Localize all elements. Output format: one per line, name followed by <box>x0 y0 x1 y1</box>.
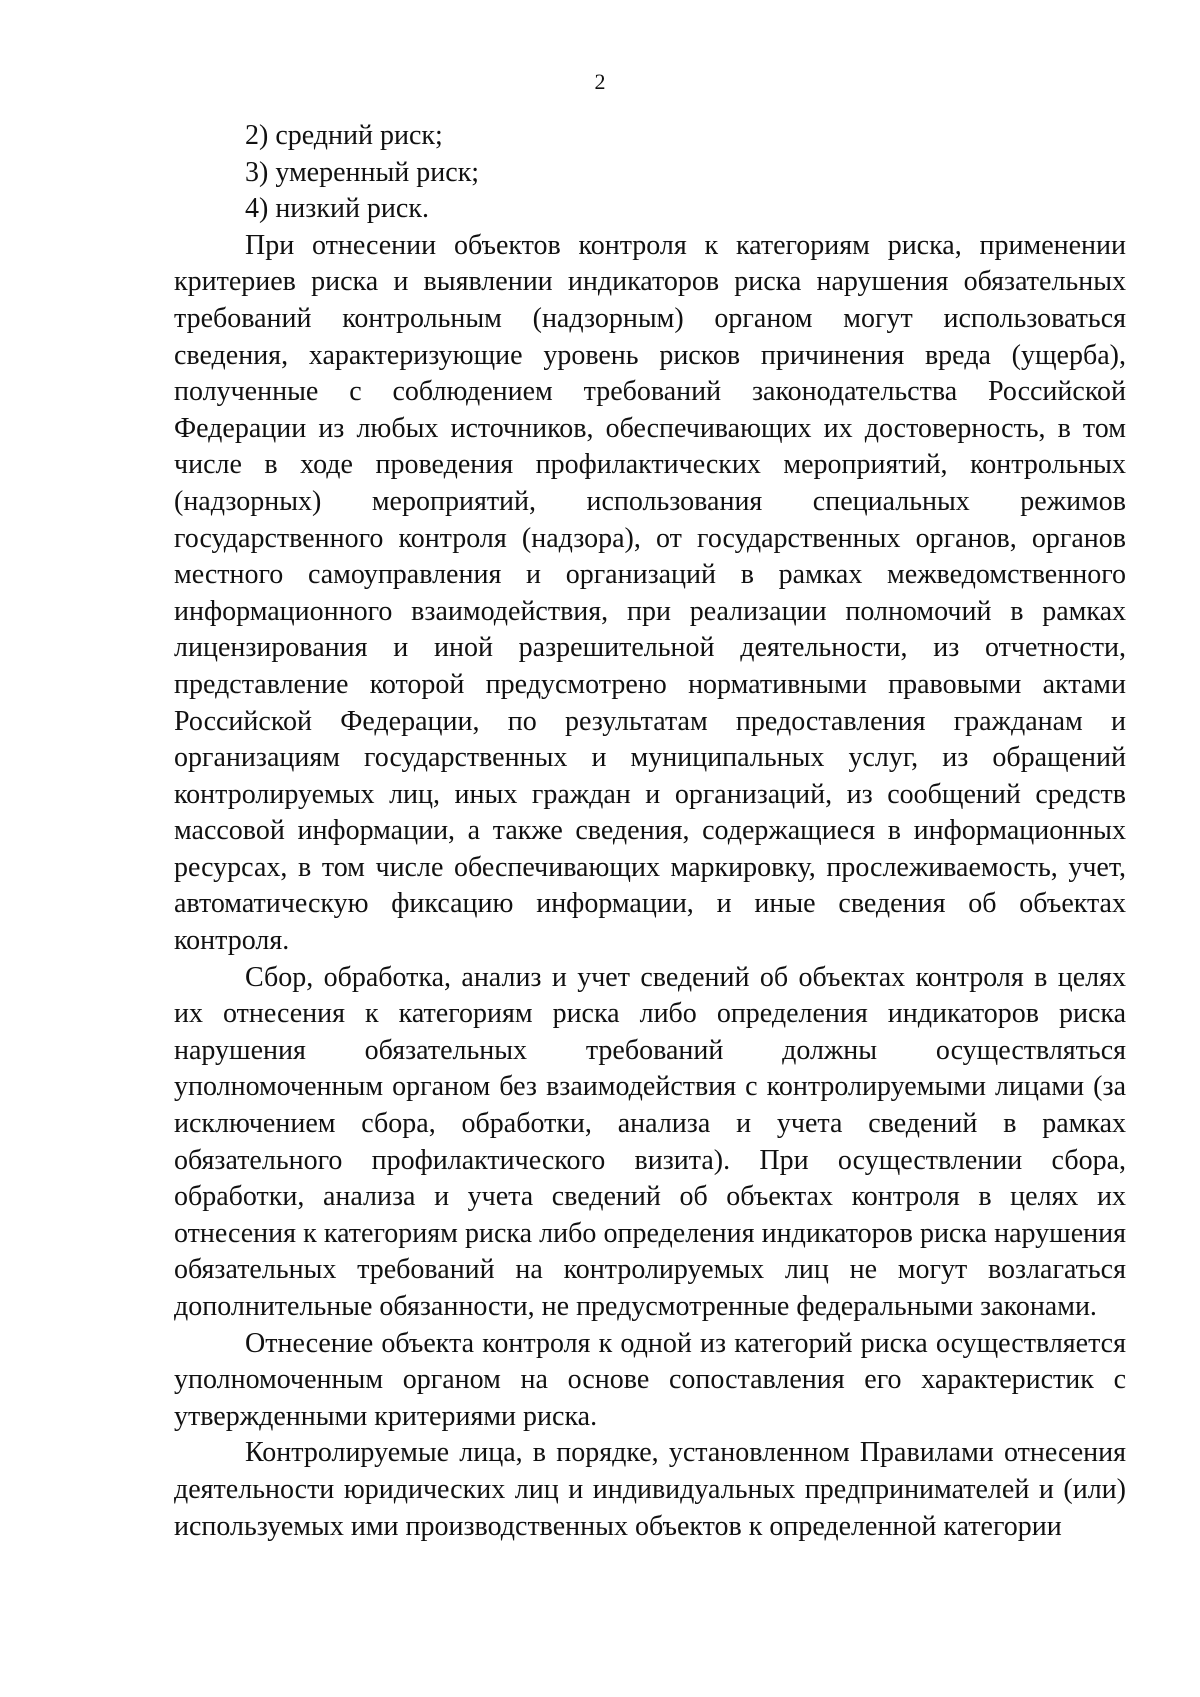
paragraph-risk-information-sources: При отнесении объектов контроля к категориям риска, применении критериев риска и выявлении индикаторов риска нарушения обязательных требований контрольным (надзорным) органом могут использоваться сведения, характеризующие уровень рисков причинения вреда (ущерба), полученные с соблюдением требований законодательства Российской Федерации из любых источников, обеспечивающих их достоверность, в том числе в ходе проведения профилактических мероприятий, контрольных (надзорных) мероприятий, использования специальных режимов государственного контроля (надзора), от государственных органов, органов местного самоуправления и организаций в рамках межведомственного информационного взаимодействия, при реализации полномочий в рамках лицензирования и иной разрешительной деятельности, из отчетности, представление которой предусмотрено нормативными правовыми актами Российской Федерации, по результатам предоставления гражданам и организациям государственных и муниципальных услуг, из обращений контролируемых лиц, иных граждан и организаций, из сообщений средств массовой информации, а также сведения, содержащиеся в информационных ресурсах, в том числе обеспечивающих маркировку, прослеживаемость, учет, автоматическую фиксацию информации, и иные сведения об объектах контроля. <box>174 229 1126 957</box>
list-item-low-risk: 4) низкий риск. <box>245 193 429 225</box>
paragraph-data-collection: Сбор, обработка, анализ и учет сведений об объектах контроля в целях их отнесения к категориям риска либо определения индикаторов риска нарушения обязательных требований должны осуществляться уполномоченным органом без взаимодействия с контролируемыми лицами (за исключением сбора, обработки, анализа и учета сведений в рамках обязательного профилактического визита). При осуществлении сбора, обработки, анализа и учета сведений об объектах контроля в целях их отнесения к категориям риска либо определения индикаторов риска нарушения обязательных требований на контролируемых лиц не могут возлагаться дополнительные обязанности, не предусмотренные федеральными законами. <box>174 961 1126 1322</box>
list-item-medium-risk: 2) средний риск; <box>245 120 443 151</box>
paragraph-controlled-persons: Контролируемые лица, в порядке, установленном Правилами отнесения деятельности юридических лиц и индивидуальных предпринимателей и (или) используемых ими производственных объектов к определенной категории <box>174 1437 1126 1542</box>
paragraph-risk-assignment: Отнесение объекта контроля к одной из категорий риска осуществляется уполномоченным органом на основе сопоставления его характеристик с утвержденными критериями риска. <box>174 1327 1126 1432</box>
page-number: 2 <box>594 69 606 94</box>
document-body <box>174 118 1126 1545</box>
list-item-moderate-risk: 3) умеренный риск; <box>245 156 480 188</box>
